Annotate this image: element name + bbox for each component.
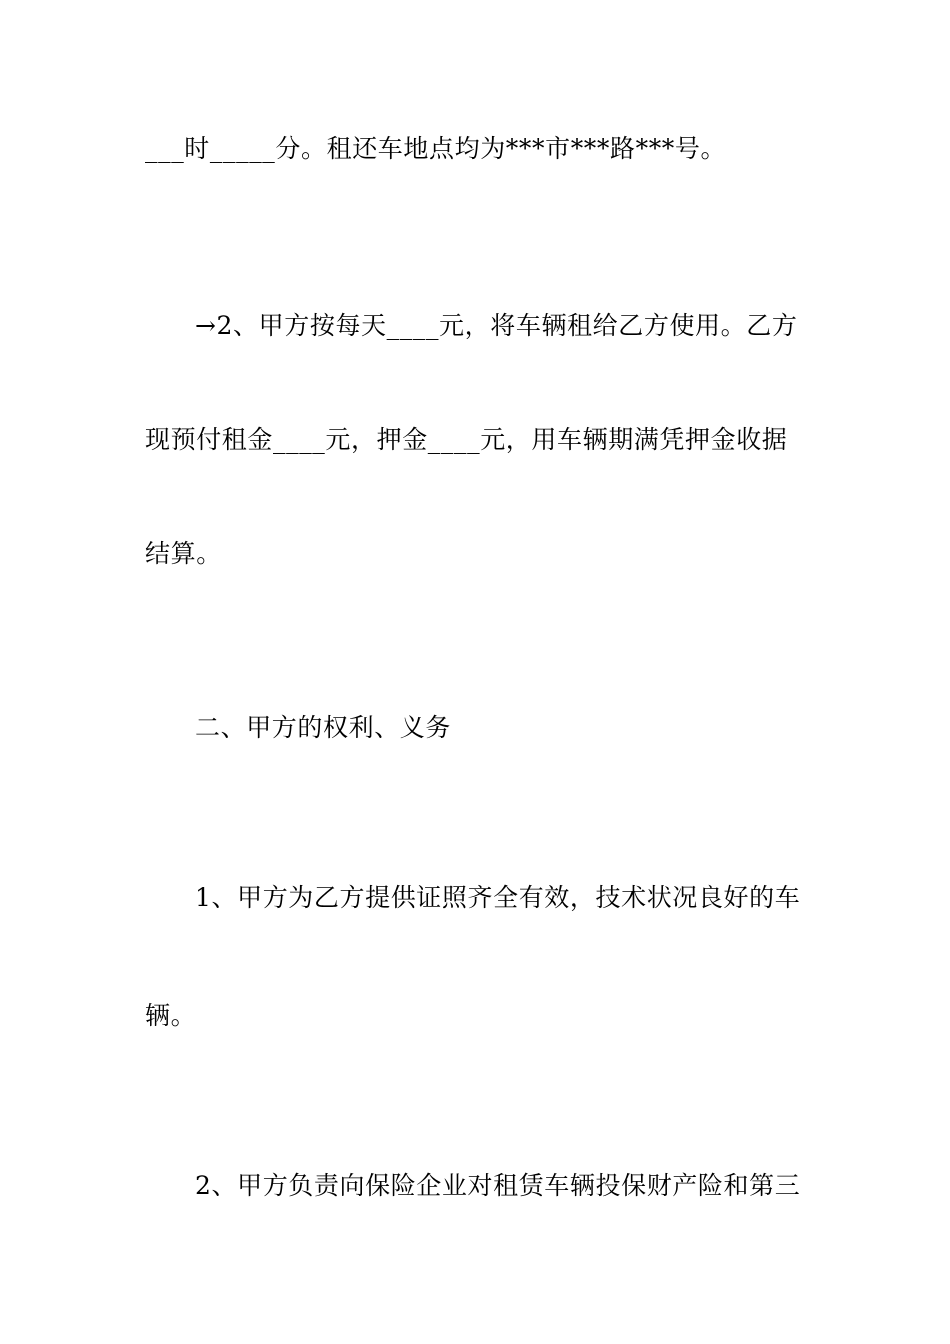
- paragraph-line-time-location: ___时_____分。租还车地点均为***市***路***号。: [145, 134, 727, 163]
- paragraph-line-settlement: 结算。: [145, 539, 222, 568]
- paragraph-line-clause-2: →2、甲方按每天____元，将车辆租给乙方使用。乙方: [195, 311, 798, 340]
- paragraph-line-item-1: 1、甲方为乙方提供证照齐全有效，技术状况良好的车: [195, 883, 801, 912]
- paragraph-line-item-2: 2、甲方负责向保险企业对租赁车辆投保财产险和第三: [195, 1171, 801, 1200]
- paragraph-line-prepaid-rent: 现预付租金____元，押金____元，用车辆期满凭押金收据: [145, 425, 788, 454]
- section-heading-party-a-rights: 二、甲方的权利、义务: [195, 713, 452, 742]
- paragraph-line-vehicle: 辆。: [145, 1001, 197, 1030]
